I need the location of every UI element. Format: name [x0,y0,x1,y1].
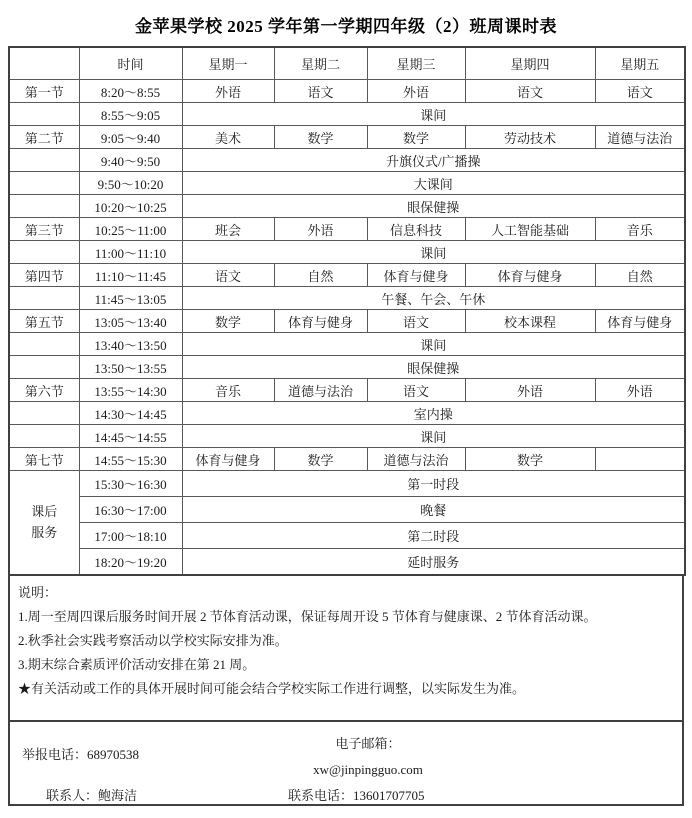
time-cell: 13:50～13:55 [79,356,182,379]
section-cell: 第六节 [9,379,79,402]
timetable-row [9,471,685,497]
activity-cell: 课间 [182,241,685,264]
section-cell: 第四节 [9,264,79,287]
subject-cell: 体育与健身 [465,264,595,287]
time-cell: 14:45～14:55 [79,425,182,448]
time-cell: 15:30～16:30 [79,471,182,497]
corner-cell [9,47,79,80]
section-cell: 第七节 [9,448,79,471]
subject-cell: 外语 [465,379,595,402]
activity-cell: 眼保健操 [182,195,685,218]
activity-cell: 课间 [182,333,685,356]
activity-cell: 第二时段 [182,523,685,549]
subject-cell: 道德与法治 [595,126,685,149]
time-cell: 16:30～17:00 [79,497,182,523]
email-label: 电子邮箱： [335,736,401,751]
subject-cell: 道德与法治 [367,448,465,471]
time-cell: 9:50～10:20 [79,172,182,195]
timetable-row [9,241,685,264]
col-header-time: 时间 [79,47,182,80]
subject-cell: 外语 [274,218,367,241]
subject-cell: 数学 [182,310,274,333]
activity-cell: 大课间 [182,172,685,195]
section-cell: 第二节 [9,126,79,149]
section-cell [9,103,79,126]
timetable-row [9,379,685,402]
timetable-row [9,195,685,218]
time-cell: 11:10～11:45 [79,264,182,287]
subject-cell: 音乐 [595,218,685,241]
col-header-day: 星期二 [274,47,367,80]
subject-cell: 劳动技术 [465,126,595,149]
col-header-day: 星期一 [182,47,274,80]
time-cell: 11:45～13:05 [79,287,182,310]
after-school-service-label: 课后 服务 [9,471,79,576]
contact-footer [8,722,684,806]
report-phone: 举报电话：68970538 [22,747,140,762]
timetable-row [9,333,685,356]
subject-cell: 数学 [465,448,595,471]
time-cell: 9:05～9:40 [79,126,182,149]
subject-cell: 校本课程 [465,310,595,333]
notes-section [8,576,684,722]
subject-cell: 数学 [274,126,367,149]
timetable-row [9,549,685,576]
subject-cell: 语文 [274,80,367,103]
subject-cell: 语文 [182,264,274,287]
activity-cell: 第一时段 [182,471,685,497]
subject-cell: 体育与健身 [182,448,274,471]
col-header-day: 星期三 [367,47,465,80]
subject-cell: 班会 [182,218,274,241]
timetable-row [9,80,685,103]
weekly-timetable [8,46,686,576]
time-cell: 10:20～10:25 [79,195,182,218]
time-cell: 17:00～18:10 [79,523,182,549]
time-cell: 11:00～11:10 [79,241,182,264]
contact-phone: 联系电话：13601707705 [288,788,425,803]
section-cell [9,241,79,264]
timetable-row [9,356,685,379]
note-item: 2.秋季社会实践考察活动以学校实际安排为准。 [18,633,288,648]
timetable-row [9,497,685,523]
section-cell [9,172,79,195]
subject-cell: 音乐 [182,379,274,402]
subject-cell: 外语 [595,379,685,402]
activity-cell: 课间 [182,425,685,448]
notes-list [18,605,674,701]
section-cell [9,287,79,310]
timetable-row [9,523,685,549]
subject-cell [595,448,685,471]
subject-cell: 体育与健身 [367,264,465,287]
col-header-day: 星期四 [465,47,595,80]
time-cell: 13:55～14:30 [79,379,182,402]
timetable-row [9,172,685,195]
subject-cell: 自然 [595,264,685,287]
time-cell: 8:20～8:55 [79,80,182,103]
timetable-row [9,264,685,287]
subject-cell: 道德与法治 [274,379,367,402]
section-cell: 第三节 [9,218,79,241]
col-header-day: 星期五 [595,47,685,80]
subject-cell: 数学 [367,126,465,149]
activity-cell: 延时服务 [182,549,685,576]
subject-cell: 体育与健身 [595,310,685,333]
subject-cell: 语文 [595,80,685,103]
time-cell: 10:25～11:00 [79,218,182,241]
section-cell [9,425,79,448]
timetable-row [9,218,685,241]
time-cell: 13:05～13:40 [79,310,182,333]
subject-cell: 体育与健身 [274,310,367,333]
activity-cell: 午餐、午会、午休 [182,287,685,310]
subject-cell: 人工智能基础 [465,218,595,241]
subject-cell: 外语 [182,80,274,103]
timetable-row [9,402,685,425]
activity-cell: 晚餐 [182,497,685,523]
time-cell: 14:30～14:45 [79,402,182,425]
section-cell [9,356,79,379]
timetable-row [9,149,685,172]
notes-heading: 说明： [18,585,58,600]
section-cell [9,195,79,218]
note-item: ★有关活动或工作的具体开展时间可能会结合学校实际工作进行调整，以实际发生为准。 [18,681,526,696]
section-cell [9,402,79,425]
section-cell [9,333,79,356]
section-cell [9,149,79,172]
activity-cell: 升旗仪式/广播操 [182,149,685,172]
email-address: xw@jinpingguo.com [313,762,423,777]
note-item: 1.周一至周四课后服务时间开展 2 节体育活动课，保证每周开设 5 节体育与健康课、2 节体育活动课。 [18,609,597,624]
contact-person: 联系人：鲍海洁 [46,788,138,803]
page-title: 金苹果学校 2025 学年第一学期四年级（2）班周课时表 [135,17,557,36]
activity-cell: 室内操 [182,402,685,425]
subject-cell: 信息科技 [367,218,465,241]
subject-cell: 外语 [367,80,465,103]
time-cell: 9:40～9:50 [79,149,182,172]
time-cell: 14:55～15:30 [79,448,182,471]
email-block [268,731,468,783]
timetable-row [9,287,685,310]
timetable-row [9,425,685,448]
subject-cell: 数学 [274,448,367,471]
header-row [9,47,685,80]
subject-cell: 语文 [367,310,465,333]
section-cell: 第一节 [9,80,79,103]
activity-cell: 眼保健操 [182,356,685,379]
timetable-row [9,448,685,471]
timetable-row [9,126,685,149]
timetable-row [9,103,685,126]
subject-cell: 美术 [182,126,274,149]
time-cell: 13:40～13:50 [79,333,182,356]
time-cell: 18:20～19:20 [79,549,182,576]
subject-cell: 自然 [274,264,367,287]
note-item: 3.期末综合素质评价活动安排在第 21 周。 [18,657,256,672]
section-cell: 第五节 [9,310,79,333]
activity-cell: 课间 [182,103,685,126]
subject-cell: 语文 [367,379,465,402]
subject-cell: 语文 [465,80,595,103]
timetable-row [9,310,685,333]
time-cell: 8:55～9:05 [79,103,182,126]
